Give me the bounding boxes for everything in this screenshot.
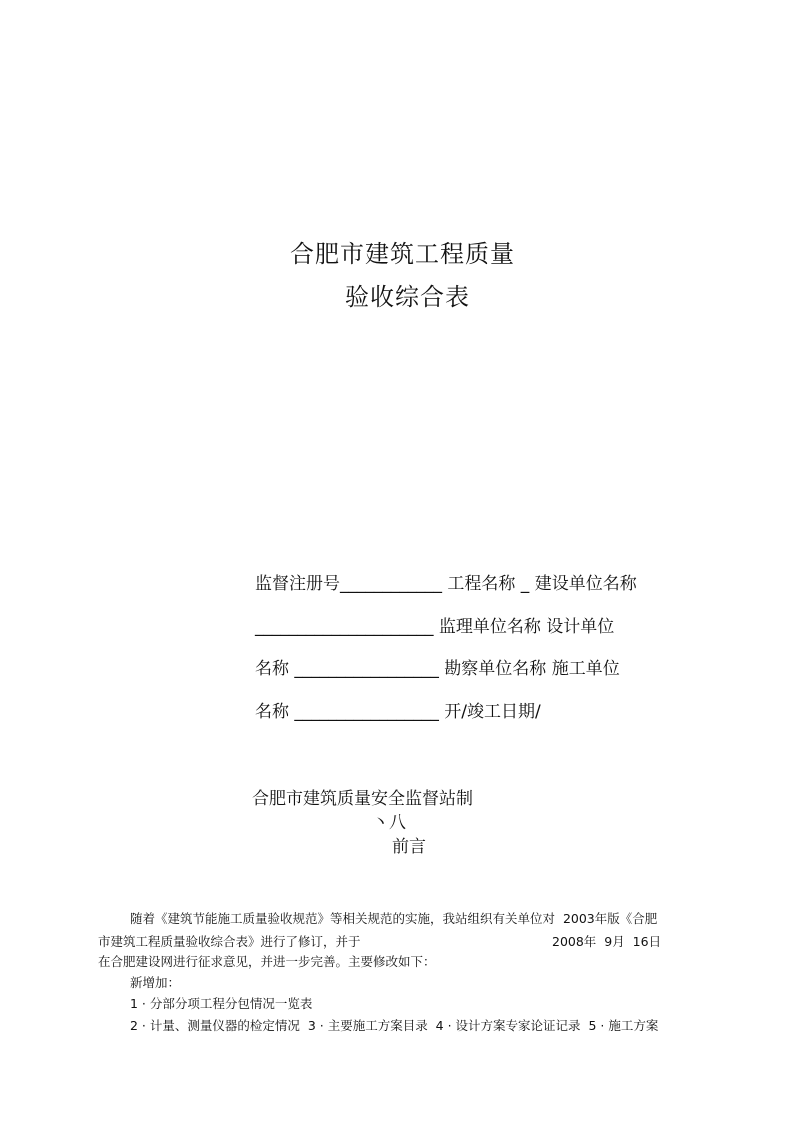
form-line-1: 监督注册号____________ 工程名称 _ 建设单位名称 [255, 574, 637, 594]
form-line-3: 名称 _________________ 勘察单位名称 施工单位 [255, 659, 620, 679]
body-line-4: 新增加： [130, 975, 181, 990]
body-line-2a: 市建筑工程质量验收综合表》进行了修订，并于 [98, 934, 361, 949]
symbol-mark: 丶八 [372, 813, 406, 833]
preface-heading: 前言 [392, 837, 426, 857]
body-line-1: 随着《建筑节能施工质量验收规范》等相关规范的实施，我站组织有关单位对 2003年版《合肥 [130, 911, 658, 926]
body-line-6: 2 · 计量、测量仪器的检定情况 3 · 主要施工方案目录 4 · 设计方案专家论证记录 5 · 施工方案 [130, 1018, 659, 1033]
body-line-5: 1 · 分部分项工程分包情况一览表 [130, 996, 313, 1011]
doc-title-line2: 验收综合表 [345, 283, 470, 311]
body-line-3: 在合肥建设网进行征求意见，并进一步完善。主要修改如下： [98, 954, 436, 969]
form-line-2: _____________________ 监理单位名称 设计单位 [255, 617, 615, 637]
body-line-2-date: 2008年 9月 16日 [552, 934, 662, 949]
form-line-4: 名称 _________________ 开/竣工日期/ [255, 702, 541, 722]
doc-title-line1: 合肥市建筑工程质量 [290, 240, 515, 268]
issuer-line: 合肥市建筑质量安全监督站制 [252, 789, 473, 809]
